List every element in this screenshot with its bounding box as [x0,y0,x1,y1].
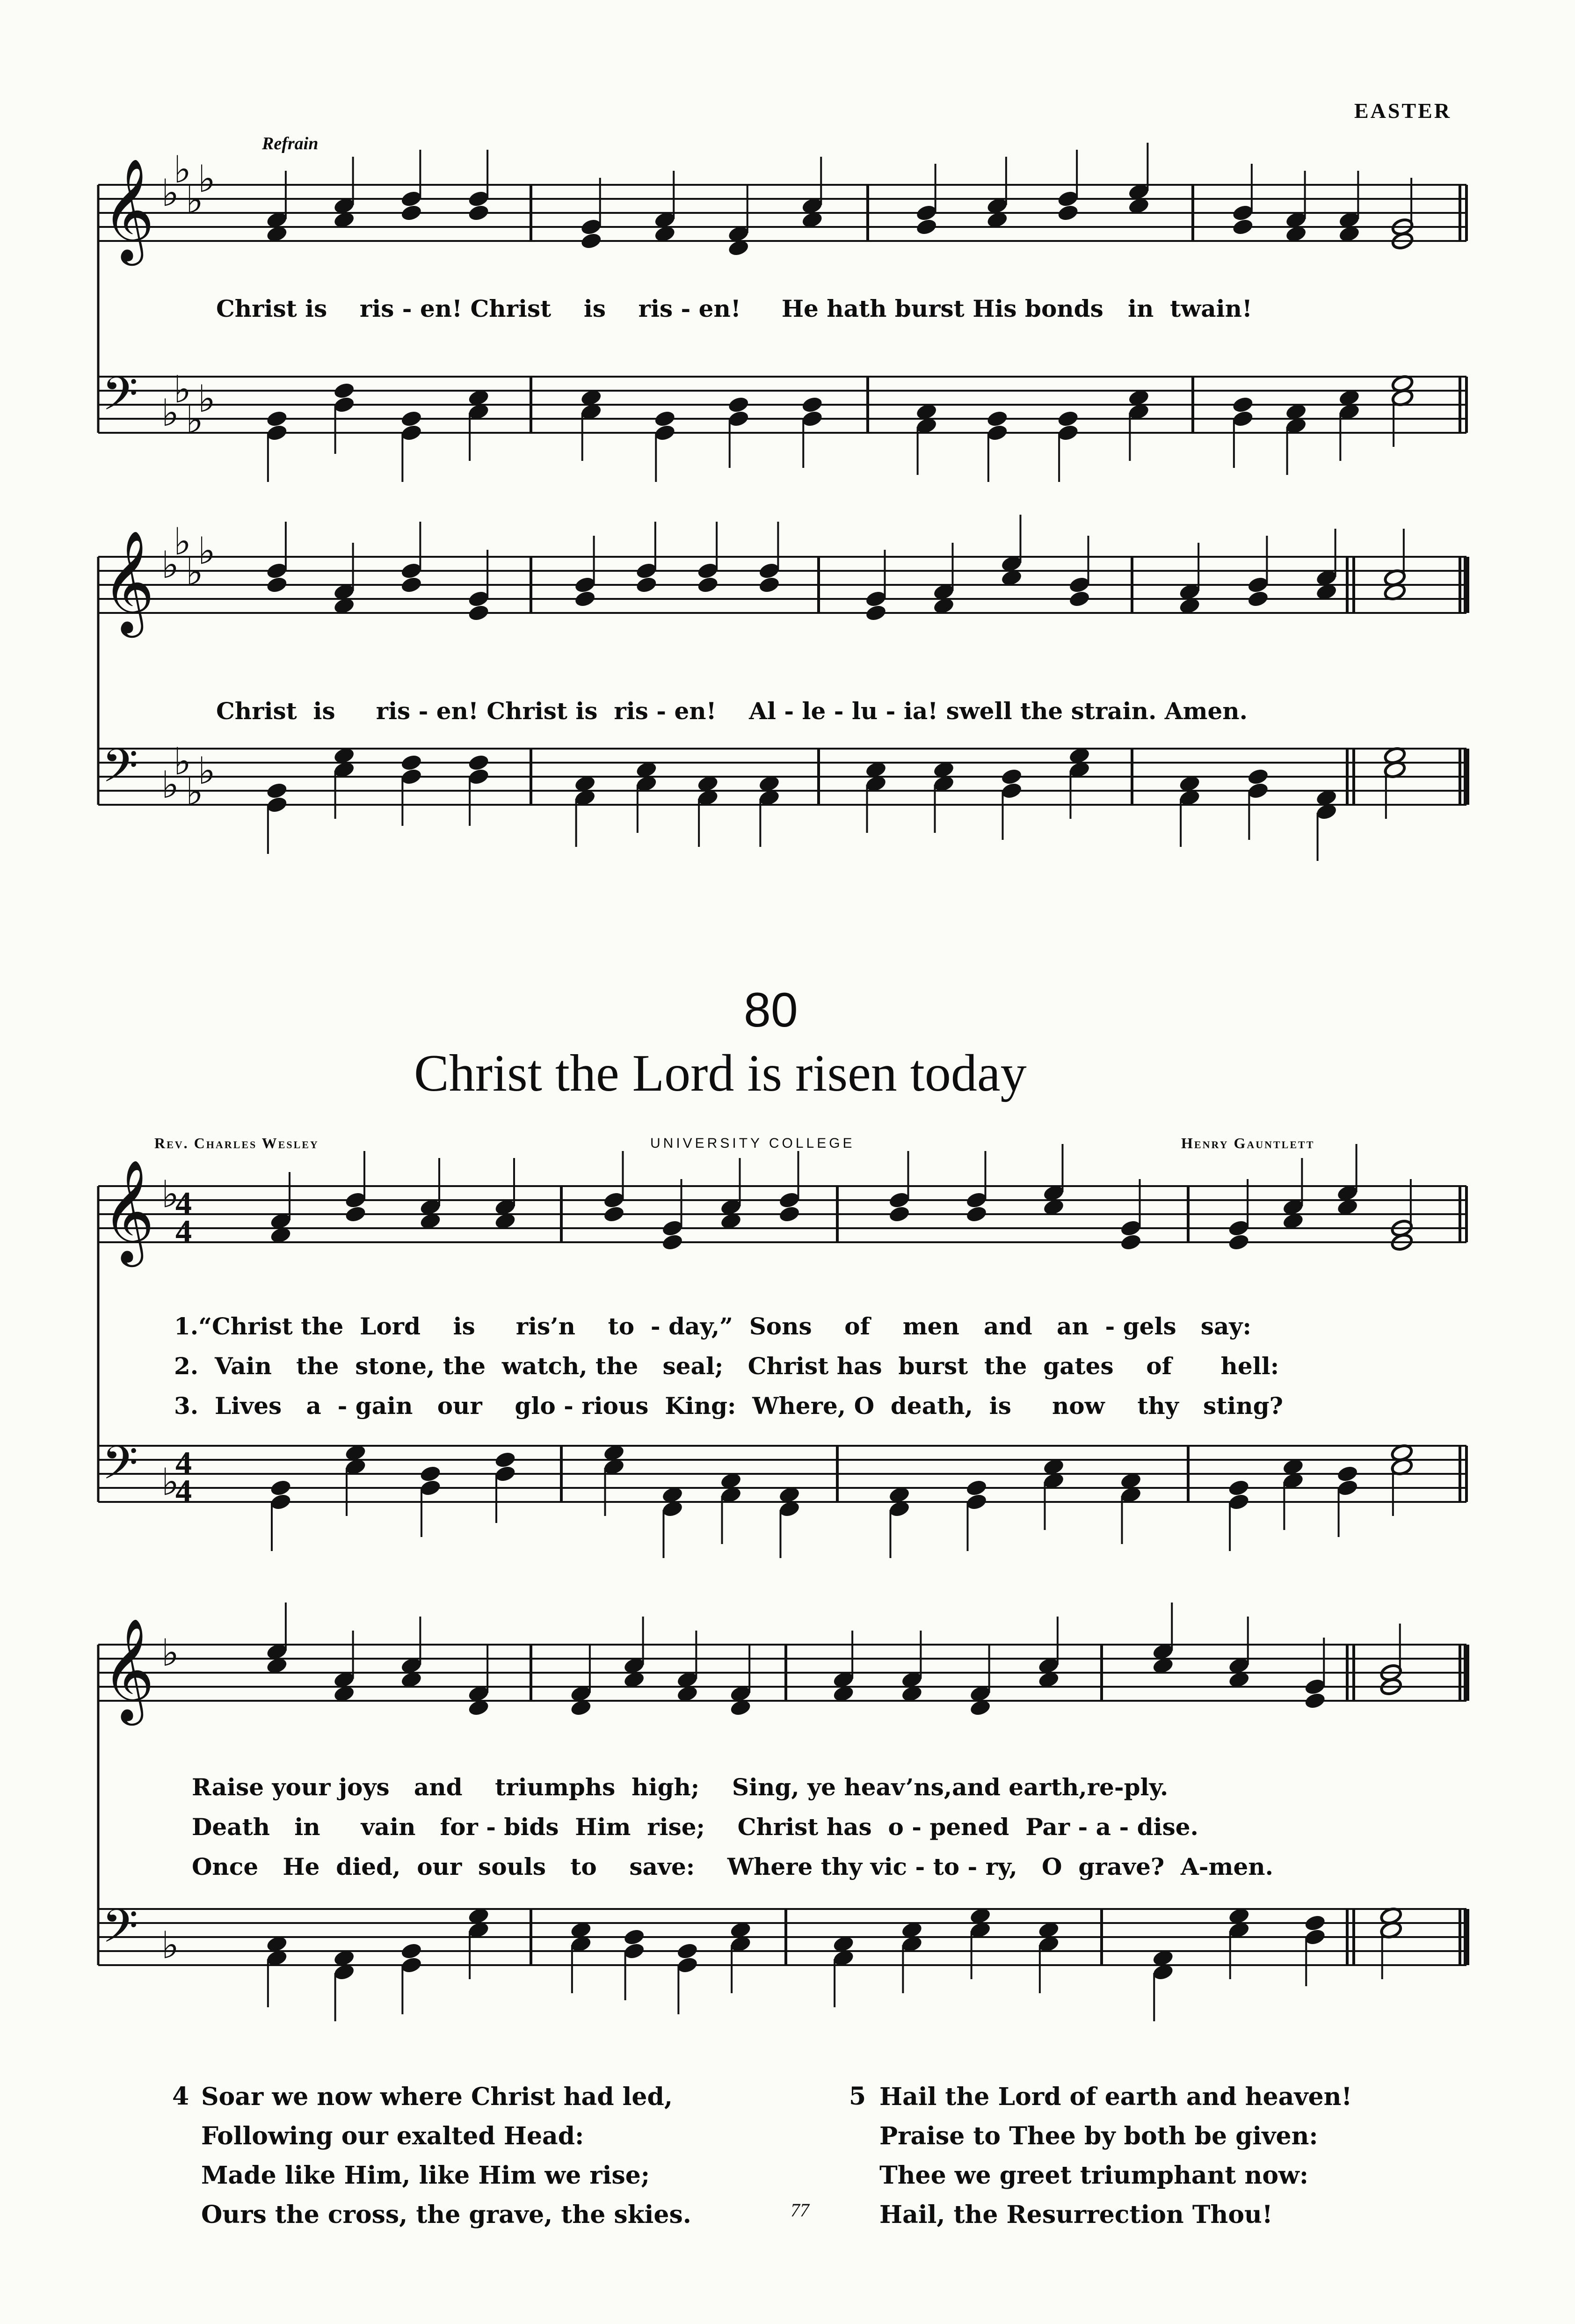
flat-sign-icon: ♭ [198,157,216,201]
notehead [1068,590,1091,609]
flat-sign-icon: ♭ [174,520,191,563]
notehead [1247,767,1270,787]
notehead [1231,395,1254,415]
notehead [661,1233,684,1252]
verse-line-4: Raise your joys and triumphs high; Sing, ye heav’ns,and earth,re-ply. [192,1773,1169,1801]
treble-clef-icon: 𝄞 [102,158,155,261]
notehead [400,576,423,595]
notehead [1336,1464,1359,1484]
notehead [1231,218,1254,237]
flat-sign-icon: ♭ [186,398,203,442]
refrain-lyrics-line-2: Christ is ris - en! Christ is ris - en! Al - le - lu - ia! swell the strain. Amen. [216,697,1248,725]
hymn-title: Christ the Lord is risen today [414,1044,1027,1102]
flat-sign-icon: ♭ [161,543,179,587]
verse-line-6: Once He died, our souls to save: Where thy vic - to - ry, O grave? A-men. [192,1853,1274,1880]
notehead [400,409,423,429]
verse-line-3: 3. Lives a - gain our glo - rious King: Where, O death, is now thy sting? [174,1392,1283,1420]
notehead [653,409,676,429]
notehead [344,1205,367,1224]
stanza-4-line: Following our exalted Head: [201,2122,584,2150]
notehead [1247,590,1270,609]
flat-sign-icon: ♭ [186,178,203,222]
stanza-5 [879,2077,1352,2235]
notehead [1000,767,1023,787]
bass-clef-icon: 𝄢 [102,1900,138,1965]
flat-sign-icon: ♭ [198,377,216,421]
treble-clef-icon: 𝄞 [102,1617,155,1721]
notehead [623,1928,646,1947]
notehead [1304,1914,1327,1933]
notehead [419,1464,442,1484]
notehead [1057,204,1080,223]
notehead [265,409,288,429]
notehead [635,576,658,595]
time-signature: 4 [175,1473,192,1509]
stanza-4-number: 4 [172,2082,189,2111]
refrain-lyrics-line-1: Christ is ris - en! Christ is ris - en! He hath burst His bonds in twain! [216,295,1252,322]
notehead [269,1479,292,1498]
notehead [697,576,719,595]
hymn-number: 80 [744,983,798,1037]
flat-sign-icon: ♭ [161,391,179,435]
notehead [400,204,423,223]
treble-clef-icon: 𝄞 [102,530,155,633]
composer-credit: Henry Gauntlett [1181,1135,1315,1151]
flat-sign-icon: ♭ [161,1173,179,1216]
flat-sign-icon: ♭ [161,1923,179,1967]
bass-clef-icon: 𝄢 [102,739,138,804]
notehead [467,753,490,772]
stanza-4 [201,2077,691,2235]
notehead [467,604,490,623]
notehead [1304,1691,1327,1711]
stanza-5-line: Hail, the Resurrection Thou! [879,2200,1273,2229]
flat-sign-icon: ♭ [186,550,203,594]
flat-sign-icon: ♭ [174,148,191,191]
verse-line-2: 2. Vain the stone, the watch, the seal; Christ has burst the gates of hell: [174,1352,1279,1380]
notehead [676,1942,699,1961]
page-number: 77 [791,2200,809,2221]
notehead [965,1479,988,1498]
notehead [333,381,356,401]
flat-sign-icon: ♭ [174,740,191,783]
notehead [758,576,781,595]
notehead [265,576,288,595]
time-signature: 4 [175,1214,192,1250]
flat-sign-icon: ♭ [161,763,179,807]
stanza-5-line: Praise to Thee by both be given: [879,2122,1318,2150]
notehead [1057,409,1080,429]
notehead [1119,1233,1142,1252]
flat-sign-icon: ♭ [161,1460,179,1504]
notehead [265,781,288,801]
flat-sign-icon: ♭ [198,749,216,793]
notehead [400,753,423,772]
notehead [864,604,887,623]
verse-line-5: Death in vain for - bids Him rise; Christ has o - pened Par - a - dise. [192,1813,1198,1841]
bass-clef-icon: 𝄢 [102,1436,138,1501]
bass-clef-icon: 𝄢 [102,367,138,432]
notehead [1227,1233,1250,1252]
treble-clef-icon: 𝄞 [102,1159,155,1262]
notehead [801,395,824,415]
stanza-4-line: Soar we now where Christ had led, [201,2083,673,2111]
flat-sign-icon: ♭ [186,770,203,814]
notehead [727,395,750,415]
notehead [986,409,1009,429]
stanza-5-line: Hail the Lord of earth and heaven! [879,2083,1352,2111]
notehead [602,1205,625,1224]
refrain-marking: Refrain [262,134,319,153]
verse-line-1: 1.“Christ the Lord is ris’n to - day,” Sons of men and an - gels say: [174,1312,1251,1340]
notehead [965,1205,988,1224]
time-signature: 4 [175,1445,192,1481]
flat-sign-icon: ♭ [161,1631,179,1675]
stanza-5-number: 5 [849,2082,866,2111]
notehead [915,218,938,237]
time-signature: 4 [175,1186,192,1222]
flat-sign-icon: ♭ [161,171,179,215]
notehead [573,590,596,609]
notehead [467,204,490,223]
stanza-5-line: Thee we greet triumphant now: [879,2161,1309,2190]
stanza-4-line: Ours the cross, the grave, the skies. [201,2200,691,2229]
notehead [494,1450,516,1470]
flat-sign-icon: ♭ [174,368,191,411]
notehead [1227,1479,1250,1498]
notehead [400,1942,423,1961]
flat-sign-icon: ♭ [198,529,216,573]
tune-name: UNIVERSITY COLLEGE [650,1136,855,1151]
author-credit: Rev. Charles Wesley [154,1135,319,1151]
stanza-4-line: Made like Him, like Him we rise; [201,2161,650,2190]
notehead [778,1205,801,1224]
notehead [888,1205,911,1224]
section-header: EASTER [1354,99,1452,123]
notehead [580,232,602,251]
